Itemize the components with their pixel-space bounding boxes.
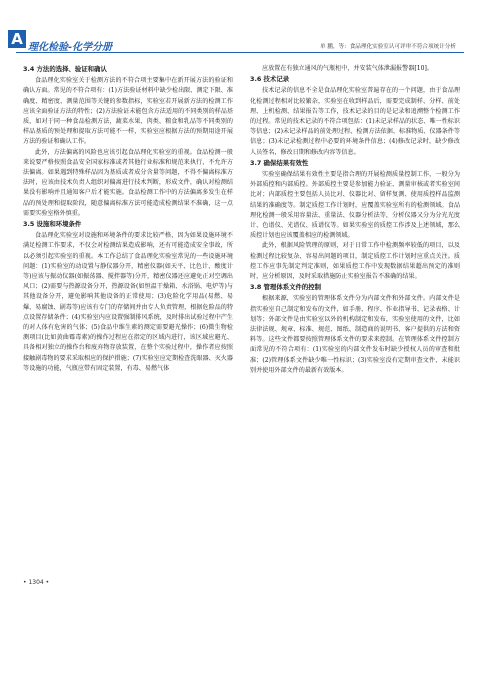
section-heading: 3.8 管理体系文件的控制 [250,283,322,292]
page-header [0,0,480,56]
paragraph: 应放置在有独立通风的气瓶柜中，并安装气体泄漏报警器[10]。 [262,65,433,72]
journal-name: 理化检验-化学分册 [28,42,113,53]
paragraph: 此外，方法偏离的风险也应该引起食品理化实验室的重视。食品检测一般来说要严格按照食品安全国家标准或者其他行业标准和规范来执行，不允许方法偏离。如果遇到特殊样品因为基质或者成分含量等问题，不得不偏离标准方法时，应该由技术负责人组织对偏离进行技术判断，形成文件，确认对检测结果没有影响并且通知客户后才能实施。食品检测工作中的方法偏离多发生在样品的预处理和提取阶段，随意偏离标准方法可能造成检测结果不准确，这一点需要实验室格外慎重。 [23,148,233,217]
section-heading: 3.4 方法的选择、验证和确认 [23,65,107,73]
paragraph: 根据来源，实验室的管理体系文件分为内部文件和外部文件。内部文件是指实验室自己制定和发布的文件，如手册、程序、作业指导书、记录表格、计划等；外部文件是由实验室以外的机构制定和发布，实验室使用的文件，比如法律法规、规章、标准、规范、图纸、制造商的说明书、客户提供的方法和资料等。这些文件都要按照管理体系文件的要求来控制。在管理体系文件控制方面常见的不符合项有：(1)实验室的内部文件发布时缺少授权人员的审查和批准；(2)管理体系文件缺少唯一性标识；(3)实验室没有定期审查文件，未能识别并使用外部文件的最新有效版本。 [250,295,460,374]
left-column [23,64,233,374]
paragraph: 此外，根据风险管理的原则，对于日常工作中检测频率较低的项目，以及检测过程比较复杂、容易出问题的项目，制定质控工作计划时应重点关注。质控工作应事先制定判定准则，如果质控工作中发现数据结果超出预定的准则时，应分析原因，及时采取措施防止实验室报告不准确的结果。 [250,242,460,281]
header-rule [16,52,464,53]
section-heading: 3.6 技术记录 [250,75,290,84]
paragraph: 食品理化实验室关于检测方法的不符合项主要集中在新开展方法的验证和确认方面。常见的不符合项有：(1)方法验证材料中缺少检出限、测定下限、准确度、精密度、测量范围等关键的参数指标，实验室若开展新方法的检测工作应该全面验证方法的特性；(2)方法验证未能包含方法适用的不同类别的样品基质，如对于同一种食品检测方法，蔬菜水果、肉类、粮食和乳品等不同类别的样品基质的预处理和提取方法可能不一样，实验室应根据方法的预期用途开展方法的验证和确认工作。 [23,77,233,146]
right-column [250,64,460,376]
paragraph: 食品理化实验室对设施和环境条件的要求比较严格，因为如果设施环境不满足检测工作要求，不仅会对检测结果造成影响，还有可能造成安全事故，所以必须引起实验室的重视。本工作总结了食品理化实验室常见的一些设施环境问题：(1)实验室的动设置与静仪器分开，精密仪器(如天平、比色计、酸度计等)应该与振动仪器(如振荡器、搅拌器等)分开，精密仪器还应避免正对空调出风口；(2)需要与热源设备分开，热源设备(如恒温干燥箱、水浴锅、电炉等)与其他设备分开，避免影响其他设备的正常使用；(3)危险化学用品(易燃、易爆、易腐蚀、剧毒等)应该有专门的存储间并由专人负责管理，根据危险品的特点设置存储条件；(4)实验室内应设置强制排风系统，及时排出试验过程中产生的对人体有危害的气体；(5)食品中维生素的测定需要避光操作；(6)微生物检测项目(比如黄曲霉毒素)的操作过程应在指定的区域内进行，该区域应避光、具备相对独立的操作台和废弃物存放装置，在整个实验过程中，操作者应按照接触剧毒物的要求采取相应的保护措施；(7)实验室应定期检查洗眼器、灭火器等设施的功能，气瓶应带有固定装置，有毒、易燃气体 [23,232,233,372]
paragraph: 技术记录的信息不全是食品理化实验室普遍存在的一个问题，由于食品理化检测过程相对比较繁杂，实验室在收到样品后，需要完成制样、分样、前处理、上机检测、结果报告等工作，技术记录的目的是记录和追溯整个检测工作的过程。常见的技术记录的不符合项包括：(1)未记录样品的状态、唯一性标识等信息；(2)未记录样品的前处理过程、检测方法依据、标准物质、仪器条件等信息；(3)未记录检测过程中必要的环境条件信息；(4)修改记录时，缺少修改人员签名，修改日期和修改内容等信息。 [250,87,460,156]
running-title: 单 鹏，等：食品理化实验室认可评审不符合项统计分析 [319,44,456,50]
journal-logo: A [8,30,26,48]
section-heading: 3.5 设施和环境条件 [23,220,82,229]
page-number: • 1304 • [23,579,50,586]
section-heading: 3.7 确保结果有效性 [250,158,309,167]
paragraph: 实验室确保结果有效性主要是指合理的开展检测质量控制工作，一般分为外部质控和内部质控。外部质控主要是参加能力验证、测量审核或者实验室间比对；内部质控主要包括人员比对、仪器比对、留样复测、使用质控样品监测结果的准确度等。制定质控工作计划时，应覆盖实验室所有的检测领域。食品理化检测一般采用容量法、重量法、仪器分析法等，分析仪器又分为分光光度计、色谱仪、光谱仪、质谱仪等。如果实验室的质控工作涉及上述领域，那么质控计划也应该覆盖相应的检测领域。 [250,171,460,240]
